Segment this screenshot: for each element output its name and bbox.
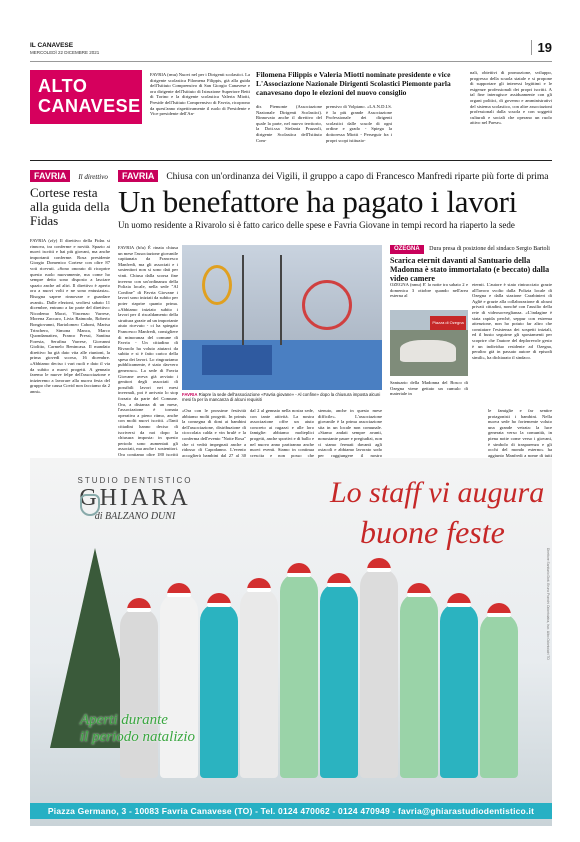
opening-note [80,712,195,746]
dentist-advertisement [30,458,552,826]
left-kicker-tag: FAVRIA [30,170,70,182]
section-line2: CANAVESE [38,96,141,116]
main-tag: FAVRIA [118,170,158,182]
slogan-line1: Lo staff vi augura [330,476,545,509]
gym-photo [182,245,382,390]
main-kicker: Chiusa con un'ordinanza dei Vigili, il gruppo a capo di Francesco Manfredi riparte più forte di prima [166,172,549,182]
studio-sub: di BALZANO DUNI [94,511,176,522]
eternit-photo [390,310,468,376]
main-col4: stenuto, anche in questo mese difficile». L'associazione giovanile è la prima associazione sita in un locale non comunale. «Siamo andati sempre avanti, nonostante paure e pregiudizi, non ci siamo fermati davanti agli ostacoli e abbiamo lavorato sodo per raggiungere il nostro [318,408,382,458]
studio-label: STUDIO DENTISTICO [77,476,193,485]
photo-sign: Piazza di Ozegna [430,316,466,330]
section-line1: ALTO [38,76,88,96]
ad-side-note: Direttore Sanitario Dott. Bruno Franchi Odontoiatra, Iscr. Albo Odontoiatri TO [546,548,550,660]
ad-footer-contact: Piazza Germano, 3 - 10083 Favria Canavese (TO) - Tel. 0124 470062 - 0124 470949 - favria@ghiarastudiodentistico.it [30,803,552,819]
main-col3: dal 2 al gennaio nella nostra sede, con tante attività. La nostra associazione offre un aiuto concreto ai ragazzi e alle loro famiglie: abbiamo molteplici progetti, anche sportivi e di ballo e nel nuovo anno partiranno anche nuovi eventi. Siamo in continua crescita e non posso che [250,408,314,458]
divider [30,160,552,161]
caption-tag: FAVRIA [182,392,198,397]
issue-date: MERCOLEDÌ 22 DICEMBRE 2021 [30,50,100,55]
ozegna-header [390,245,552,283]
page-number: 19 [531,40,552,55]
left-headline: Cortese resta alla guida della Fidas [30,185,110,228]
ozegna-col1: OZEGNA (nmu) E' la notte tra sabato 2 e domenica 3 ottobre quando nell'area esterna al [390,282,468,299]
left-kicker: Il direttivo [78,173,108,181]
opening-line1: Aperti durante [80,712,168,728]
staff-group-photo [110,553,530,783]
top-article-col1: FAVRIA (rmu) Nuovi nel per i Dirigenti scolastici. La dirigente scolastica Filomena Filippis, già alla guida dell'Istituto Comprensivo di San Giorgio Canavese e ora dirigente dell'Istituto di Istruzione Superiore Betti di Torino e la dirigente scolastica Valeria Miotti, Preside dell'Istituto Comprensivo di Favria, ricoprono da quest'anno rispettivamente il ruolo di Presidente e Vice presidente dell'An- [150,72,250,117]
main-col2: «Ora con le prossime festività abbiamo molti progetti. In primis la consegna di doni ai bambini dell'associazione, distribuzione di cioccolata calda e vin brulè e la conferma dell'evento "Notte Rosa" che ci vedrà impegnati anche a ridosso di Capodanno. L'evento accoglierà bambini dal 27 al 30 [182,408,246,458]
ozegna-col3: Santuario della Madonna del Bosco di Ozegna viene gettato un cumulo di materiale in [390,380,468,397]
paper-name: IL CANAVESE [30,42,74,49]
top-article-col4: nali, obiettivi di promozione, sviluppo, progresso della scuola statale e si propone di supportare gli interessi legittimi e le esigenze professionali dei propri iscritti. A tal fine interagisce assiduamente con gli organi politici, di governo e amministrativi del sistema scolastico, con altre associazioni professionali dalla scuola e con soggetti culturali e sociali che operano un ruolo attivo nel Paese». [470,70,552,126]
main-col5: le famiglie e far sentire protagonisti i bambini. Nella nuova sede ho fortemente voluto una grande vetrata: la luce generata verso la comunità, in piena notte come verso i giovani, è simbolo di trasparenza e gli occhi del mondo esterno» ha aggiunto Manfredi a nome di tutti [488,408,552,458]
main-subhead: Un uomo residente a Rivarolo si è fatto carico delle spese e Favria Giovane in tempi record ha riaperto la sede [118,220,515,230]
top-article-col3: prensivo di Volpiano. «LA.N.D.I.S. è la più grande Associazione Professionale dei dirigenti scolastici dalle scuole di ogni ordine e grado - Spiega la dottoressa Miotti - Perseguir fra i propri scopi istituzio- [326,104,392,143]
ozegna-tag: OZEGNA [390,245,424,254]
ozegna-headline: Scarica eternit davanti al Santuario della Madonna è stato immortalato (e beccato) dalla video camere [390,256,550,283]
caption-text: Riapre la sede dell'associazione «Favria giovane» - Al confine» dopo la chiusura imposta alcuni mesi fa per la mancanza di alcuni requisiti [182,392,381,402]
studio-name: GHIARA [79,485,191,511]
slogan-line2: buone feste [360,514,505,550]
tooth-icon [80,494,100,516]
left-article-body: FAVRIA (zfy) Il direttivo della Fidas si rinnova, tra conferme e novità. Spazio ai nuovi iscritti e hai più giovani, ma anche importanti conferme. Rosa presidente Giorgio Domenico Cortese con oltre 87 voti ricevuti. «Sono onorato di ricoprire questo ruolo nuovamente, ma come ho sempre detto sono disposto a lasciare spazio anche ad altri. Il direttivo è aperto ora a nuovi volti e ne sono entusiasta». Bisogna sapere rinnovare e guardare avanti». Dalle elezioni, svoltesi sabato 11 dicembre, entrano a far parte del direttivo: Nicodemo Macri, Vincenzo Varrese, Morena Zaccaro, Livia Raimodo, Roberto Bongiovanni, Bartolomeo Caboni, Marisa Trinchero, Simona Manca, Marco Quondamatteo, Franco Pressi, Santina Foresta, Serafina Varrese, Giovanni Giolitto, Carmelo Benincasa. Il mandato direttivo ha già dato vita alle riunioni, la prima giovedì scorso, 16 dicembre. «Abbiamo deciso i vari ruoli e dato il via da subito a nuovi progetti. A gennaio faremo le nuove felpe dell'associazione e inizieremo a lavorare alla nuova festa del gruppo che causa Covid non facciamo da 2 anni». [30,238,110,395]
section-label [30,70,142,124]
main-col1: FAVRIA (bfu) È rinata chiusa un mese l'associazione giovanile capitanata da Francesco Manfredi, ma gli associati e i sostenitori non si sono dati per vinti. Chiusa dalla scorsa fine inverno con un'ordinanza della Polizia locale, nella sede "Al Confine" di Favria Giovane i lavori sono iniziati da subito per poter riaprire quanto prima. «Abbiamo iniziato subito i lavori per il riscaldamento della struttura grazie ad un importante aiuto ricevuto - ci ha spiegato Francesco Manfredi, consigliere di minoranza del comune di Favria - Un cittadino di Rivarolo ha voluto aiutarci da subito e si è fatto carico della spesa dei lavori. Lo ringraziamo pubblicamente, è stato davvero generoso». La sede di Favria Giovane aveva già avviato i genitori degli associati di possibili lavori nei mesi invernali, poi è arrivato lo stop forzato da parte del Comune. Ora, a distanza di un mese, l'associazione è tornata operativa a pieno ritmo, anche con molti nuovi iscritti. «Tanti cittadini hanno deciso di iscriversi da noi dopo la chiusura imposta: in questo periodo sono aumentati gli associati, ma anche i sostenitori. Ora contiamo oltre 180 iscritti [118,245,178,457]
photo-caption [182,392,382,402]
top-article-headline: Filomena Filippis e Valeria Miotti nominate presidente e vice L'Associazione Nazionale Dirigenti Scolastici Piemonte parla canavesano dopo le elezioni del nuovo consiglio [256,70,451,97]
opening-line2: il periodo natalizio [80,729,196,745]
studio-logo [60,476,210,534]
masthead [30,40,552,62]
left-article [30,166,110,228]
ozegna-kicker: Dura presa di posizione del sindaco Sergio Bartoli [429,246,550,252]
main-headline: Un benefattore ha pagato i lavori [118,184,517,219]
main-article-header [118,166,552,230]
ozegna-col2: eternit. L'autore è stato rintracciato grazie all'lavoro svolto dalla Polizia locale di Ozegna e dalla stazione Carabinieri di Agliè e grazie alla collaborazione di alcuni privati cittadini, nonché con l'ausilio della rete di videosorveglianza. «L'indagine è stata rapida perché, seppur con estrema attenzione, non ho potuto far altro che constatare l'esistenza dei sospetti iniziali, ed il busto seguirne gli spostamenti per scoprire che l'autore del deplorevole gesto è un individuo residente ad Ozegna, peraltro già in passato autore di episodi simili», ha dichiarato il sindaco. [472,282,552,360]
top-article-col2: dis Piemonte (Associazione Nazionale Dirigenti Scolastici). Rinnovato anche il direttivo del quale la parte, nel nuovo territorio, la Dott.ssa Stefania Pruzzoli, dirigente Scolastica dell'Istituto Com- [256,104,322,143]
